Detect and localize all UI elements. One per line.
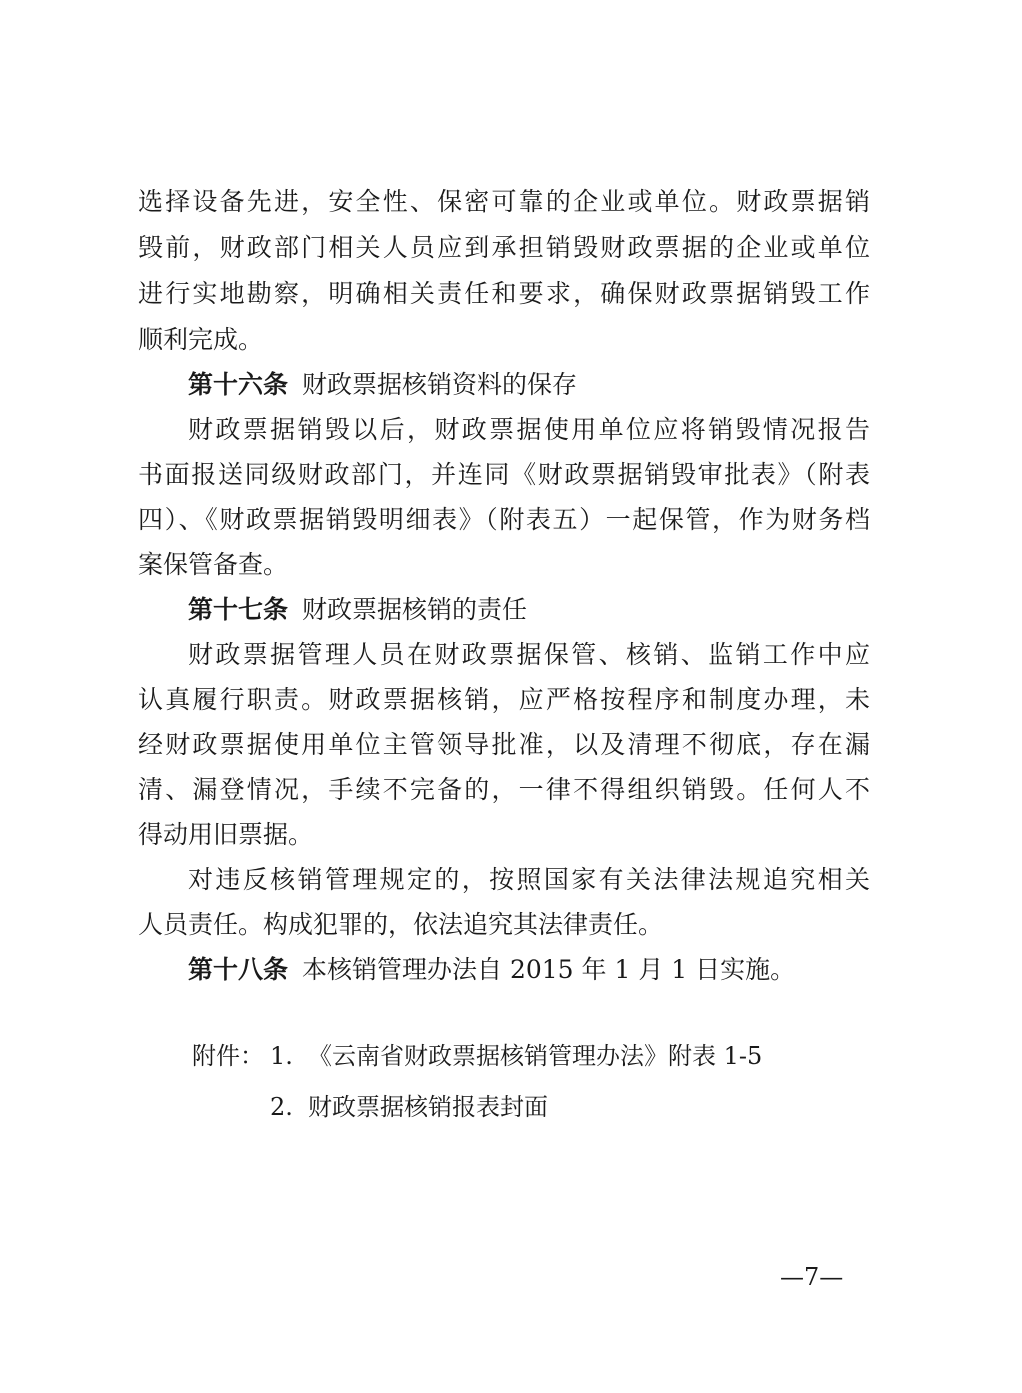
body-text-line: 顺利完成。 [138,325,264,354]
attachment-number: 1. [270,1042,293,1070]
body-text-line: 对违反核销管理规定的，按照国家有关法律法规追究相关 [188,865,870,894]
body-text-line: 选择设备先进，安全性、保密可靠的企业或单位。财政票据销 [138,187,870,216]
body-text-line: 案保管备查。 [138,550,289,579]
article-text: 本核销管理办法自 2015 年 1 月 1 日实施。 [302,955,796,984]
article-number: 第十八条 [188,955,289,984]
article-number: 第十七条 [188,595,289,624]
body-text-line: 认真履行职责。财政票据核销，应严格按程序和制度办理，未 [138,685,870,714]
body-text-line: 得动用旧票据。 [138,820,314,849]
body-text-line: 书面报送同级财政部门，并连同《财政票据销毁审批表》（附表 [138,460,870,489]
article-18-line [188,954,870,986]
attachment-title: 财政票据核销报表封面 [308,1093,548,1121]
body-text-line: 财政票据销毁以后，财政票据使用单位应将销毁情况报告 [188,415,870,444]
body-text-line: 人员责任。构成犯罪的，依法追究其法律责任。 [138,910,664,939]
body-text-line: 经财政票据使用单位主管领导批准，以及清理不彻底，存在漏 [138,730,870,759]
body-text-line: 毁前，财政部门相关人员应到承担销毁财政票据的企业或单位 [138,233,870,262]
attachments-label: 附件： [192,1042,264,1070]
body-text-line: 进行实地勘察，明确相关责任和要求，确保财政票据销毁工作 [138,279,870,308]
attachment-item [270,1040,762,1072]
body-text-line: 四）、《财政票据销毁明细表》（附表五）一起保管，作为财务档 [138,505,870,534]
attachment-number: 2. [270,1093,293,1121]
attachment-item [270,1091,548,1123]
article-title: 财政票据核销资料的保存 [302,370,578,399]
article-title: 财政票据核销的责任 [302,595,528,624]
article-17-heading [188,594,870,626]
article-16-heading [188,369,870,401]
article-number: 第十六条 [188,370,289,399]
body-text-line: 清、漏登情况，手续不完备的，一律不得组织销毁。任何人不 [138,775,870,804]
page-number: —7— [780,1263,844,1291]
body-text-line: 财政票据管理人员在财政票据保管、核销、监销工作中应 [188,640,870,669]
attachment-title: 《云南省财政票据核销管理办法》附表 1-5 [308,1042,763,1070]
